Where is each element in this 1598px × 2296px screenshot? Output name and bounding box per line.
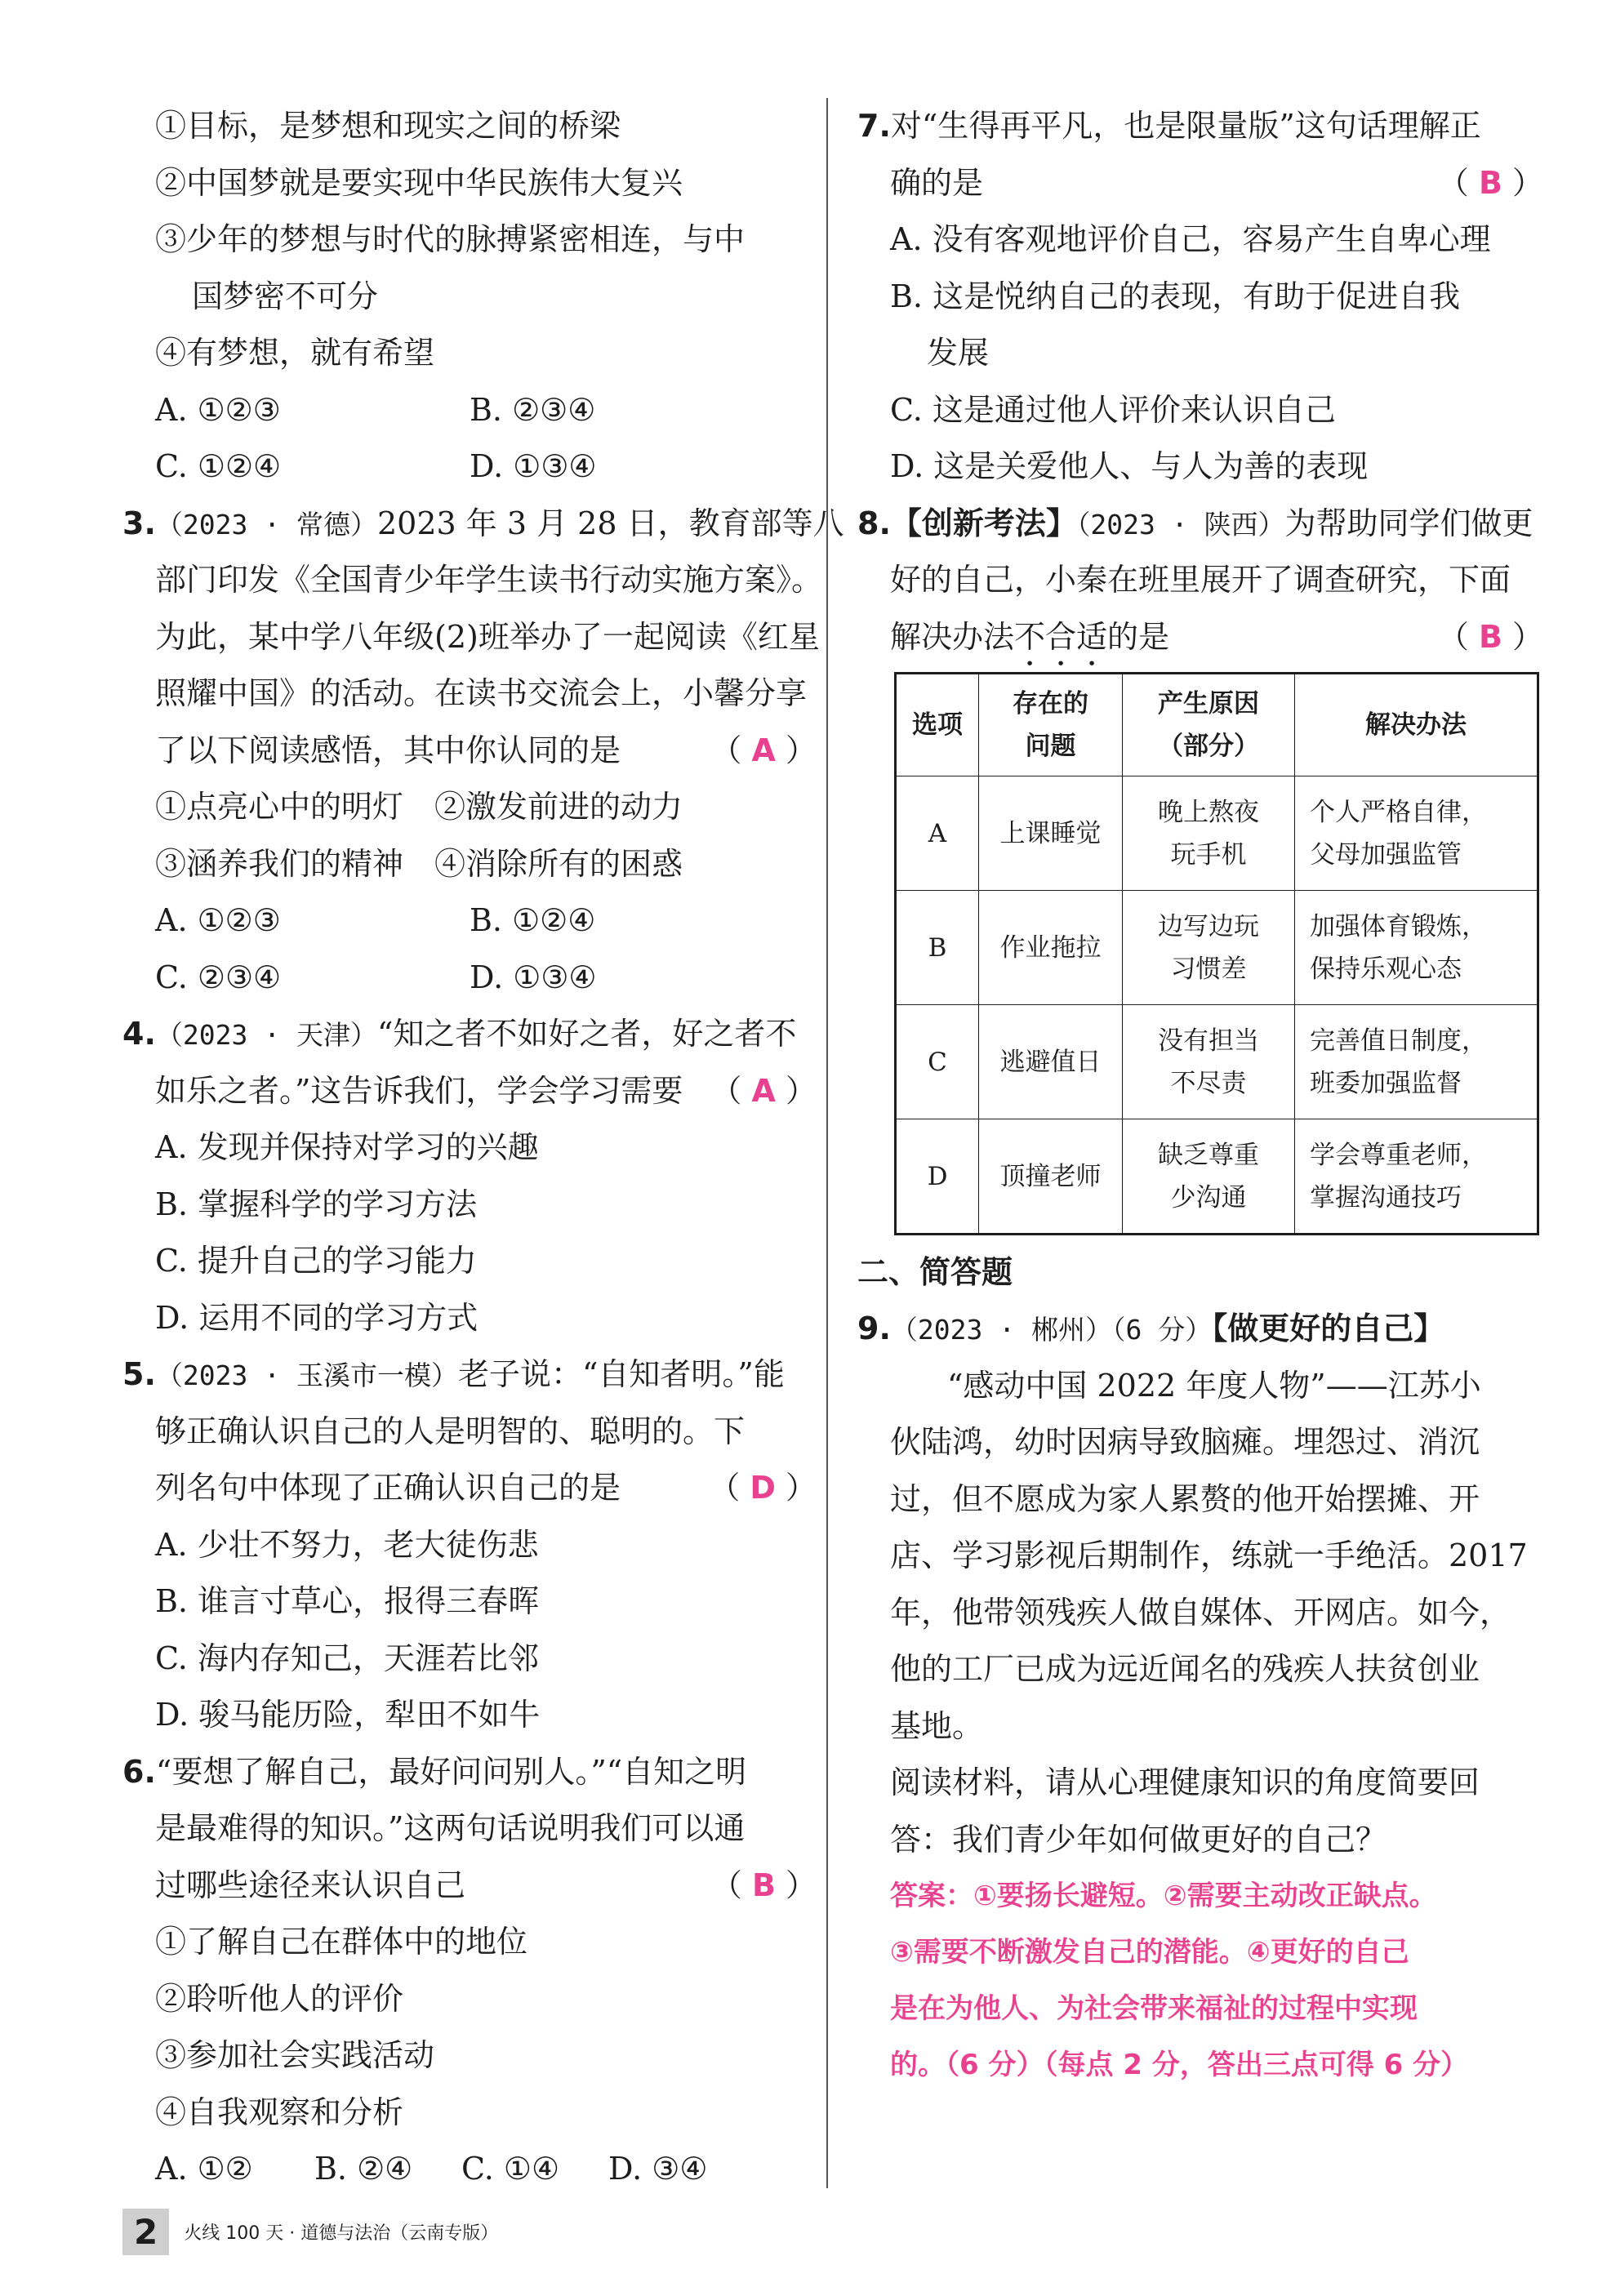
q2-option-1: ①目标，是梦想和现实之间的桥梁 bbox=[155, 108, 621, 144]
q6-answer: B bbox=[751, 1867, 776, 1903]
q6-choice-b: B. ②④ bbox=[314, 2151, 413, 2187]
q4-choice-d: D. 运用不同的学习方式 bbox=[155, 1299, 479, 1336]
q9-number: 9. bbox=[857, 1310, 891, 1346]
q4-choice-c: C. 提升自己的学习能力 bbox=[155, 1243, 477, 1279]
q3-choice-d: D. ①③④ bbox=[470, 959, 597, 995]
q6-text-1: “要想了解自己，最好问问别人。”“自知之明 bbox=[155, 1753, 747, 1790]
row-option: D bbox=[896, 1119, 979, 1235]
q6-option-1: ①了解自己在群体中的地位 bbox=[155, 1924, 528, 1960]
row-problem: 顶撞老师 bbox=[979, 1119, 1123, 1235]
q8-text-3a: 解决办法 bbox=[890, 618, 1015, 655]
q8-header-problem bbox=[979, 674, 1123, 776]
q3-source: （2023 · 常德） bbox=[155, 508, 377, 541]
q8-header-cause-2: （部分） bbox=[1158, 732, 1259, 761]
q2-option-4: ④有梦想，就有希望 bbox=[155, 335, 435, 371]
q2-choices-ab bbox=[122, 382, 817, 439]
q8-number: 8. bbox=[857, 505, 891, 541]
q6-choices bbox=[122, 2141, 817, 2198]
q9-question-1: 阅读材料，请从心理健康知识的角度简要回 bbox=[890, 1764, 1480, 1800]
q8-header-problem-1: 存在的 bbox=[1013, 689, 1088, 719]
q5-answer-paren: （ D ） bbox=[709, 1470, 817, 1506]
q8-text-3c: 的是 bbox=[1107, 618, 1170, 655]
q9-para-3: 过，但不愿成为家人累赘的他开始摆摊、开 bbox=[890, 1480, 1480, 1517]
q3-choice-a: A. ①②③ bbox=[155, 902, 281, 938]
q6-line-3 bbox=[122, 1858, 817, 1915]
row-cause-1: 边写边玩 bbox=[1158, 911, 1259, 941]
row-cause-2: 少沟通 bbox=[1170, 1182, 1247, 1213]
q4-text-2: 如乐之者。”这告诉我们，学会学习需要 bbox=[155, 1072, 683, 1109]
column-divider bbox=[826, 98, 828, 2188]
q5-line-2: 够正确认识自己的人是明智的、聪明的。下 bbox=[155, 1413, 746, 1449]
q9-para-4: 店、学习影视后期制作，练就一手绝活。2017 bbox=[890, 1537, 1528, 1573]
q9-para-6: 他的工厂已成为远近闻名的残疾人扶贫创业 bbox=[890, 1651, 1480, 1687]
q5-line-1 bbox=[122, 1346, 817, 1404]
q9-answer-4: 的。（6 分）（每点 2 分，答出三点可得 6 分） bbox=[890, 2049, 1469, 2081]
q6-choice-a: A. ①② bbox=[155, 2151, 253, 2187]
q2-choices-cd bbox=[122, 438, 817, 496]
q4-line-2 bbox=[122, 1063, 817, 1120]
page-footer bbox=[122, 2209, 498, 2255]
q4-choice-b: B. 掌握科学的学习方法 bbox=[155, 1186, 478, 1222]
row-cause-2: 习惯差 bbox=[1170, 954, 1247, 984]
q7-choice-d: D. 这是关爱他人、与人为善的表现 bbox=[890, 448, 1369, 484]
row-problem: 上课睡觉 bbox=[979, 776, 1123, 891]
q7-line-2 bbox=[857, 155, 1543, 212]
q5-choice-b: B. 谁言寸草心，报得三春晖 bbox=[155, 1583, 540, 1619]
q6-text-3: 过哪些途径来认识自己 bbox=[155, 1867, 466, 1903]
q9-para-1: “感动中国 2022 年度人物”——江苏小 bbox=[947, 1367, 1481, 1404]
q3-number: 3. bbox=[122, 505, 156, 541]
q3-line-4: 照耀中国》的活动。在读书交流会上，小馨分享 bbox=[155, 675, 808, 711]
q3-choices-cd bbox=[122, 950, 817, 1007]
q3-line-2: 部门印发《全国青少年学生读书行动实施方案》。 bbox=[155, 562, 823, 598]
q2-option-2: ②中国梦就是要实现中华民族伟大复兴 bbox=[155, 164, 683, 201]
q9-line-1 bbox=[857, 1301, 1543, 1358]
q7-choice-a: A. 没有客观地评价自己，容易产生自卑心理 bbox=[890, 221, 1491, 257]
row-cause-2: 不尽责 bbox=[1170, 1068, 1247, 1098]
q9-answer-2: ③需要不断激发自己的潜能。④更好的自己 bbox=[890, 1936, 1409, 1969]
footer-text: 火线 100 天 · 道德与法治（云南专版） bbox=[184, 2223, 499, 2244]
row-solution-1: 学会尊重老师， bbox=[1310, 1140, 1487, 1170]
q8-header-cause-1: 产生原因 bbox=[1158, 689, 1259, 719]
q5-choice-d: D. 骏马能历险，犁田不如牛 bbox=[155, 1697, 541, 1733]
row-option: A bbox=[896, 776, 979, 891]
q7-number: 7. bbox=[857, 108, 891, 144]
q2-choice-a: A. ①②③ bbox=[155, 391, 281, 428]
row-solution-2: 父母加强监管 bbox=[1310, 839, 1462, 870]
section-heading: 二、简答题 bbox=[857, 1254, 1013, 1290]
q8-header-cause bbox=[1123, 674, 1295, 776]
q9-answer-3: 是在为他人、为社会带来福祉的过程中实现 bbox=[890, 1992, 1418, 2025]
q9-question-2: 答：我们青少年如何做更好的自己？ bbox=[890, 1821, 1387, 1858]
table-row bbox=[896, 1005, 1538, 1119]
q3-text-5: 了以下阅读感悟，其中你认同的是 bbox=[155, 732, 621, 768]
q6-answer-paren: （ B ） bbox=[710, 1867, 817, 1903]
row-cause-1: 晚上熬夜 bbox=[1158, 797, 1259, 827]
q2-option-3: ③少年的梦想与时代的脉搏紧密相连，与中 bbox=[155, 221, 746, 257]
row-cause-1: 没有担当 bbox=[1158, 1026, 1259, 1056]
q8-source: （2023 · 陕西） bbox=[1076, 508, 1285, 541]
row-cause bbox=[1123, 1005, 1295, 1119]
q3-choice-c: C. ②③④ bbox=[155, 959, 282, 995]
q3-line-3: 为此，某中学八年级(2)班举办了一起阅读《红星 bbox=[155, 618, 820, 655]
row-cause-2: 玩手机 bbox=[1170, 839, 1247, 870]
q7-text-1: 对“生得再平凡，也是限量版”这句话理解正 bbox=[890, 108, 1481, 144]
row-cause bbox=[1123, 776, 1295, 891]
q2-choice-d: D. ①③④ bbox=[470, 448, 597, 484]
q8-header-option: 选项 bbox=[896, 674, 979, 776]
q5-text-1: 老子说：“自知者明。”能 bbox=[457, 1356, 785, 1392]
q4-choice-a: A. 发现并保持对学习的兴趣 bbox=[155, 1129, 539, 1165]
row-cause bbox=[1123, 891, 1295, 1005]
q3-text-1: 2023 年 3 月 28 日，教育部等八 bbox=[376, 505, 844, 541]
q5-source: （2023 · 玉溪市一模） bbox=[155, 1359, 458, 1391]
row-solution-1: 完善值日制度， bbox=[1310, 1026, 1487, 1056]
q2-option-3-cont: 国梦密不可分 bbox=[192, 278, 379, 314]
row-solution-1: 个人严格自律， bbox=[1310, 797, 1487, 827]
q6-choice-d: D. ③④ bbox=[608, 2151, 708, 2187]
q8-line-1 bbox=[857, 496, 1543, 553]
q9-source: （2023 · 郴州）（6 分） bbox=[890, 1314, 1213, 1346]
right-column bbox=[857, 98, 1543, 2094]
row-solution bbox=[1295, 1005, 1538, 1119]
q5-text-3: 列名句中体现了正确认识自己的是 bbox=[155, 1470, 621, 1506]
q5-choice-a: A. 少壮不努力，老大徒伤悲 bbox=[155, 1526, 539, 1563]
row-solution bbox=[1295, 776, 1538, 891]
q3-options-34: ③涵养我们的精神 ④消除所有的困惑 bbox=[155, 845, 683, 882]
q4-text-1: “知之者不如好之者，好之者不 bbox=[376, 1016, 797, 1052]
q8-line-2: 好的自己，小秦在班里展开了调查研究，下面 bbox=[890, 562, 1511, 598]
q4-answer-paren: （ A ） bbox=[710, 1072, 817, 1109]
q2-choice-c: C. ①②④ bbox=[155, 448, 282, 484]
q4-answer: A bbox=[751, 1072, 776, 1109]
row-solution-2: 掌握沟通技巧 bbox=[1310, 1182, 1462, 1213]
q9-para-2: 伙陆鸿，幼时因病导致脑瘫。埋怨过、消沉 bbox=[890, 1424, 1480, 1460]
q3-answer: A bbox=[751, 732, 776, 768]
q3-answer-paren: （ A ） bbox=[710, 732, 817, 768]
q7-choice-b: B. 这是悦纳自己的表现，有助于促进自我 bbox=[890, 278, 1461, 314]
q8-tag: 【创新考法】 bbox=[890, 505, 1077, 541]
row-solution bbox=[1295, 1119, 1538, 1235]
q4-number: 4. bbox=[122, 1016, 156, 1052]
table-row bbox=[896, 776, 1538, 891]
q6-choice-c: C. ①④ bbox=[461, 2151, 560, 2187]
row-solution bbox=[1295, 891, 1538, 1005]
row-solution-1: 加强体育锻炼， bbox=[1310, 911, 1487, 941]
row-solution-2: 班委加强监督 bbox=[1310, 1068, 1462, 1098]
row-solution-2: 保持乐观心态 bbox=[1310, 954, 1462, 984]
left-column bbox=[122, 98, 844, 2198]
row-option: B bbox=[896, 891, 979, 1005]
q8-answer: B bbox=[1478, 618, 1502, 655]
q4-source: （2023 · 天津） bbox=[155, 1019, 377, 1051]
q7-text-2: 确的是 bbox=[890, 164, 984, 201]
q2-choice-b: B. ②③④ bbox=[470, 391, 596, 428]
q6-option-2: ②聆听他人的评价 bbox=[155, 1980, 404, 2017]
q6-line-2: 是最难得的知识。”这两句话说明我们可以通 bbox=[155, 1810, 746, 1846]
q7-answer-paren: （ B ） bbox=[1437, 164, 1543, 201]
q9-tag: 【做更好的自己】 bbox=[1212, 1310, 1445, 1346]
q6-line-1 bbox=[122, 1744, 817, 1801]
q4-line-1 bbox=[122, 1006, 817, 1063]
q8-table-header bbox=[896, 674, 1538, 776]
q3-choices-ab bbox=[122, 892, 817, 950]
q3-choice-b: B. ①②④ bbox=[470, 902, 596, 938]
q8-line-3 bbox=[857, 609, 1543, 666]
row-cause bbox=[1123, 1119, 1295, 1235]
q8-emphasis: 不合适 bbox=[1014, 618, 1108, 655]
q5-choice-c: C. 海内存知己，天涯若比邻 bbox=[155, 1640, 539, 1676]
q8-answer-paren: （ B ） bbox=[1437, 618, 1543, 655]
q3-options-12: ①点亮心中的明灯 ②激发前进的动力 bbox=[155, 789, 683, 825]
q3-line-1 bbox=[122, 496, 844, 553]
q6-option-3: ③参加社会实践活动 bbox=[155, 2037, 435, 2073]
table-row bbox=[896, 891, 1538, 1005]
q8-text-1: 为帮助同学们做更 bbox=[1284, 505, 1533, 541]
page-number: 2 bbox=[122, 2209, 169, 2255]
row-problem: 作业拖拉 bbox=[979, 891, 1123, 1005]
q7-line-1 bbox=[857, 98, 1543, 155]
q9-para-7: 基地。 bbox=[890, 1707, 984, 1744]
q7-answer: B bbox=[1478, 164, 1502, 201]
q8-header-solution: 解决办法 bbox=[1295, 674, 1538, 776]
q6-option-4: ④自我观察和分析 bbox=[155, 2094, 404, 2130]
q9-answer-1: 答案：①要扬长避短。②需要主动改正缺点。 bbox=[890, 1880, 1437, 1912]
q8-header-problem-2: 问题 bbox=[1025, 732, 1076, 761]
q5-number: 5. bbox=[122, 1356, 156, 1392]
q8-table bbox=[894, 672, 1539, 1235]
q6-number: 6. bbox=[122, 1753, 156, 1790]
table-row bbox=[896, 1119, 1538, 1235]
row-cause-1: 缺乏尊重 bbox=[1158, 1140, 1259, 1170]
q5-line-3 bbox=[122, 1460, 817, 1517]
q7-choice-c: C. 这是通过他人评价来认识自己 bbox=[890, 391, 1336, 428]
q3-line-5 bbox=[122, 723, 817, 780]
row-option: C bbox=[896, 1005, 979, 1119]
q5-answer: D bbox=[750, 1470, 776, 1506]
q9-para-5: 年，他带领残疾人做自媒体、开网店。如今， bbox=[890, 1594, 1511, 1631]
row-problem: 逃避值日 bbox=[979, 1005, 1123, 1119]
q7-choice-b-cont: 发展 bbox=[927, 335, 990, 371]
